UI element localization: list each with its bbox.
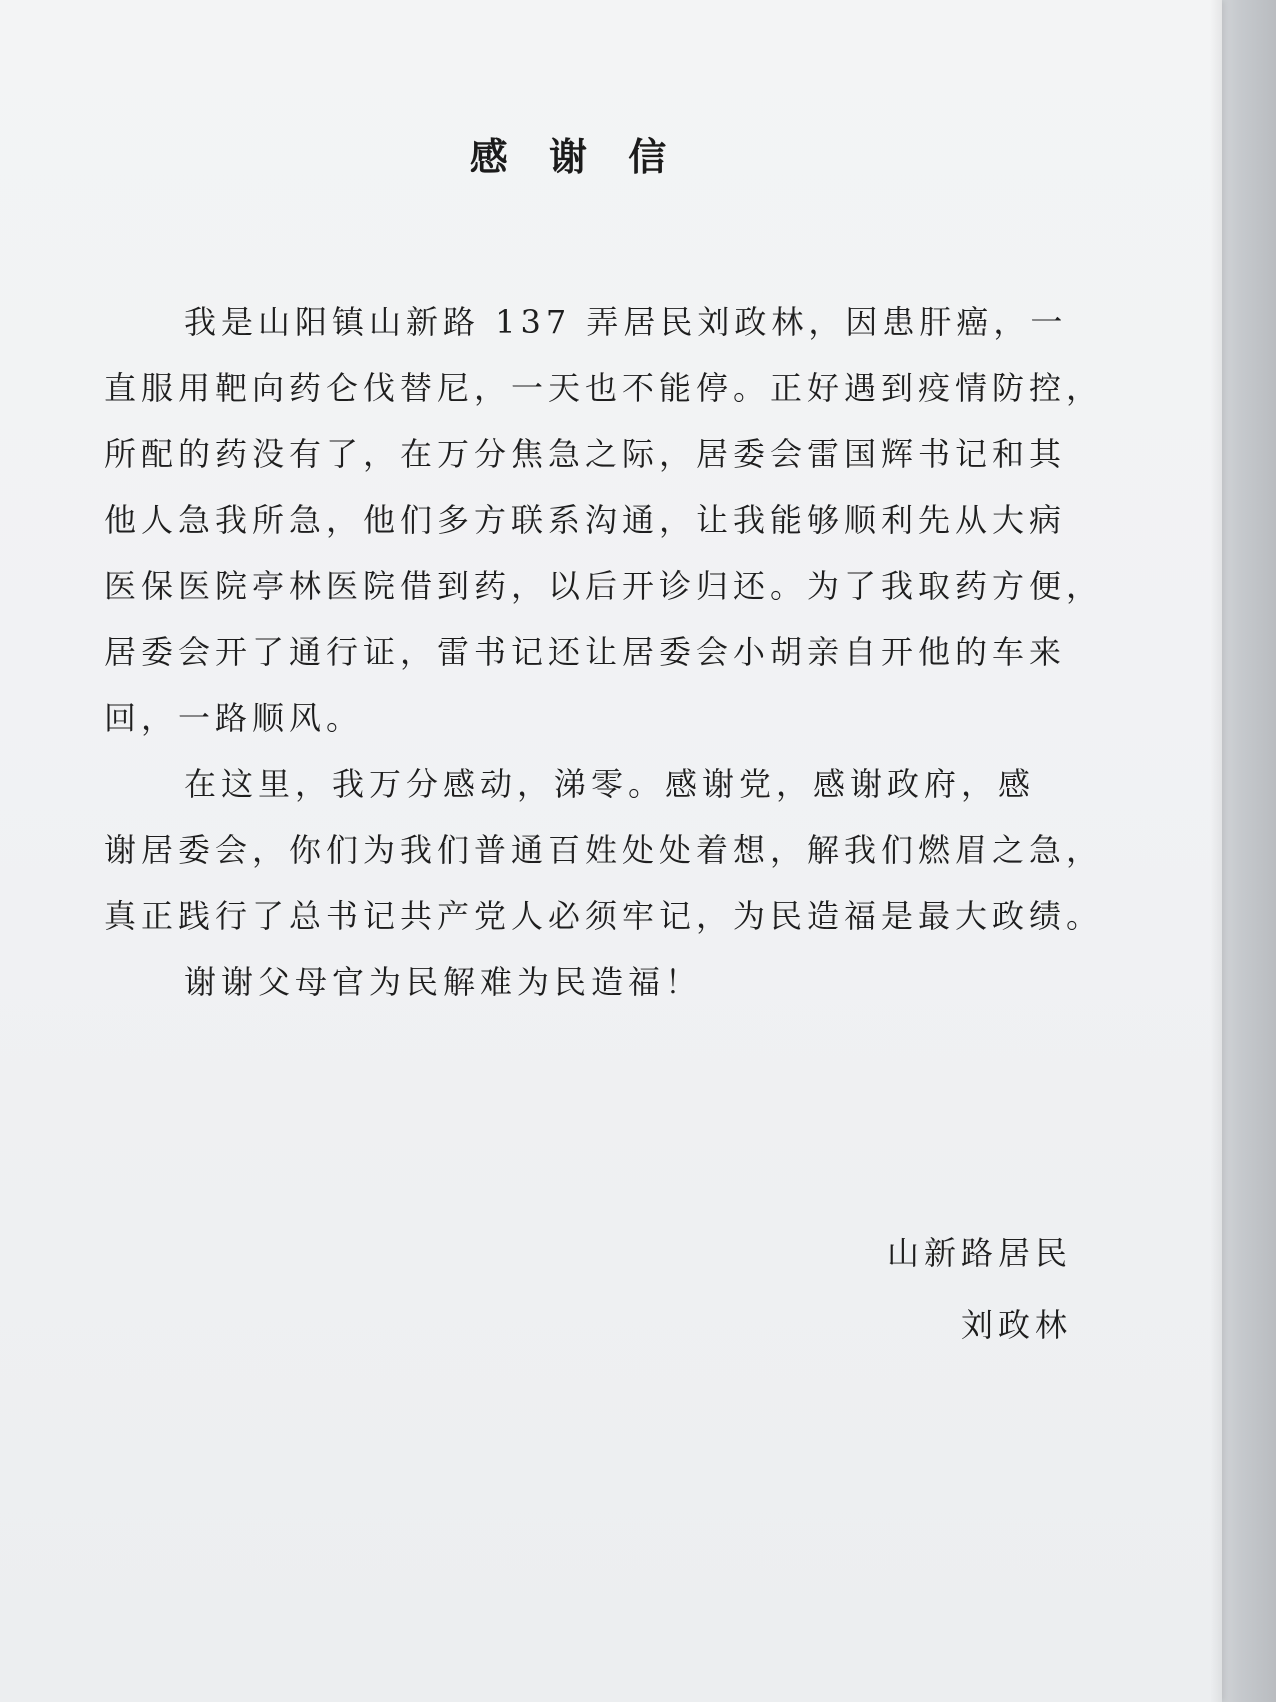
text-line: 所配的药没有了，在万分焦急之际，居委会雷国辉书记和其 (104, 435, 1067, 473)
letter-body (104, 289, 1104, 1015)
text-line: 我是山阳镇山新路 137 弄居民刘政林，因患肝癌，一 (184, 303, 1068, 341)
letter-title: 感 谢 信 (469, 135, 681, 179)
text-line: 回，一路顺风。 (104, 699, 364, 737)
paragraph-1 (104, 289, 1104, 751)
signature-name: 刘政林 (960, 1306, 1072, 1344)
text-line: 真正践行了总书记共产党人必须牢记，为民造福是最大政绩。 (104, 897, 1104, 935)
signature-affiliation: 山新路居民 (886, 1234, 1072, 1272)
table-backdrop (1216, 0, 1276, 1702)
text-line: 直服用靶向药仑伐替尼，一天也不能停。正好遇到疫情防控， (104, 369, 1104, 407)
text-line: 在这里，我万分感动，涕零。感谢党，感谢政府，感 (184, 765, 1036, 803)
paragraph-3 (104, 949, 1094, 1015)
paper-edge-shadow (1210, 0, 1222, 1702)
paragraph-2 (104, 751, 1104, 949)
text-line: 谢谢父母官为民解难为民造福！ (184, 963, 703, 1001)
text-line: 谢居委会，你们为我们普通百姓处处着想，解我们燃眉之急， (104, 831, 1104, 869)
text-line: 医保医院亭林医院借到药，以后开诊归还。为了我取药方便， (104, 567, 1104, 605)
text-line: 居委会开了通行证，雷书记还让居委会小胡亲自开他的车来 (104, 633, 1067, 671)
text-line: 他人急我所急，他们多方联系沟通，让我能够顺利先从大病 (104, 501, 1067, 539)
